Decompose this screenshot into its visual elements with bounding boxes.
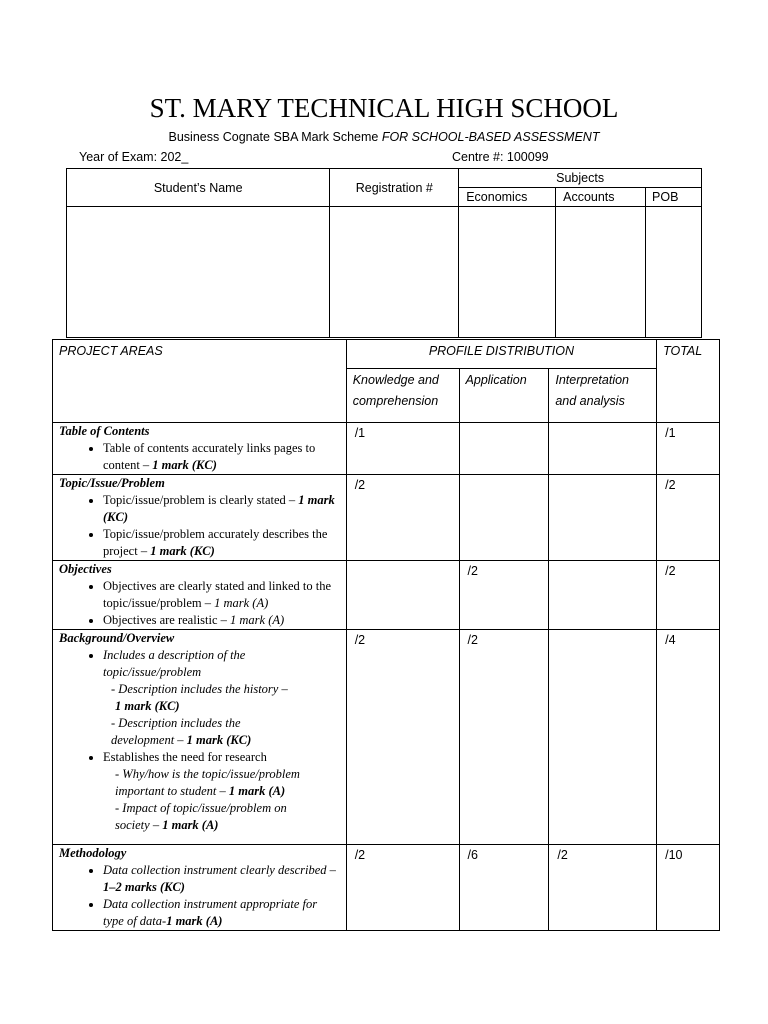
ia-mark bbox=[549, 630, 657, 845]
list-item: • Data collection instrument clearly described – 1–2 marks (KC) bbox=[103, 862, 340, 896]
ia-mark bbox=[549, 423, 657, 475]
economics-cell[interactable] bbox=[459, 207, 556, 338]
year-of-exam: Year of Exam: 202_ bbox=[79, 150, 189, 164]
kc-mark bbox=[346, 561, 459, 630]
table-row bbox=[53, 475, 720, 561]
interpretation-header: Interpretation and analysis bbox=[549, 369, 657, 423]
table-row bbox=[53, 845, 720, 931]
section-title: Background/Overview bbox=[59, 631, 175, 645]
sub-item: - Description includes the development – 1 mark (KC) bbox=[111, 716, 252, 747]
registration-header: Registration # bbox=[330, 169, 459, 207]
section-table-of-contents bbox=[53, 423, 347, 475]
profile-distribution-header: PROFILE DISTRIBUTION bbox=[346, 340, 656, 369]
sub-item: - Impact of topic/issue/problem on society – 1 mark (A) bbox=[115, 801, 287, 832]
sub-item: - Description includes the history – bbox=[111, 682, 288, 696]
total-header: TOTAL bbox=[657, 340, 720, 423]
kc-mark: /2 bbox=[346, 845, 459, 931]
table-row bbox=[53, 561, 720, 630]
app-mark: /2 bbox=[459, 561, 549, 630]
kc-header: Knowledge and comprehension bbox=[346, 369, 459, 423]
student-name-cell[interactable] bbox=[67, 207, 330, 338]
section-methodology bbox=[53, 845, 347, 931]
pob-cell[interactable] bbox=[646, 207, 702, 338]
total-mark: /2 bbox=[657, 561, 720, 630]
rubric-table bbox=[52, 339, 720, 931]
subtitle-plain: Business Cognate SBA Mark Scheme bbox=[168, 130, 382, 144]
table-row bbox=[53, 630, 720, 845]
section-title: Table of Contents bbox=[59, 424, 150, 438]
registration-cell[interactable] bbox=[330, 207, 459, 338]
table-row bbox=[53, 423, 720, 475]
total-mark: /2 bbox=[657, 475, 720, 561]
subjects-header: Subjects bbox=[459, 169, 702, 188]
list-item: • Table of contents accurately links pages to content – 1 mark (KC) bbox=[103, 440, 340, 474]
ia-mark: /2 bbox=[549, 845, 657, 931]
list-item: • Includes a description of the topic/issue/problem bbox=[103, 647, 340, 681]
kc-mark: /2 bbox=[346, 475, 459, 561]
section-objectives bbox=[53, 561, 347, 630]
section-title: Topic/Issue/Problem bbox=[59, 476, 165, 490]
section-background bbox=[53, 630, 347, 845]
app-mark: /6 bbox=[459, 845, 549, 931]
accounts-header: Accounts bbox=[556, 188, 646, 207]
list-item: • Objectives are clearly stated and linked to the topic/issue/problem – 1 mark (A) bbox=[103, 578, 340, 612]
pob-header: POB bbox=[646, 188, 702, 207]
students-name-header: Student’s Name bbox=[67, 169, 330, 207]
list-item: • Establishes the need for research bbox=[103, 749, 340, 766]
list-item: • Data collection instrument appropriate for type of data-1 mark (A) bbox=[103, 896, 340, 930]
economics-header: Economics bbox=[459, 188, 556, 207]
ia-mark bbox=[549, 475, 657, 561]
total-mark: /10 bbox=[657, 845, 720, 931]
app-mark bbox=[459, 423, 549, 475]
app-mark: /2 bbox=[459, 630, 549, 845]
school-title: ST. MARY TECHNICAL HIGH SCHOOL bbox=[149, 93, 619, 123]
student-info-table bbox=[66, 168, 702, 338]
application-header: Application bbox=[459, 369, 549, 423]
document-subtitle bbox=[0, 130, 768, 144]
kc-mark: /1 bbox=[346, 423, 459, 475]
sub-item-mark: 1 mark (KC) bbox=[115, 699, 180, 713]
ia-mark bbox=[549, 561, 657, 630]
subtitle-italic: FOR SCHOOL-BASED ASSESSMENT bbox=[381, 130, 600, 144]
section-title: Objectives bbox=[59, 562, 112, 576]
total-mark: /1 bbox=[657, 423, 720, 475]
sub-item: - Why/how is the topic/issue/problem important to student – 1 mark (A) bbox=[115, 767, 300, 798]
kc-mark: /2 bbox=[346, 630, 459, 845]
project-areas-header: PROJECT AREAS bbox=[53, 340, 347, 423]
accounts-cell[interactable] bbox=[556, 207, 646, 338]
total-mark: /4 bbox=[657, 630, 720, 845]
list-item: • Objectives are realistic – 1 mark (A) bbox=[103, 612, 340, 629]
app-mark bbox=[459, 475, 549, 561]
centre-number: Centre #: 100099 bbox=[452, 150, 549, 164]
list-item: • Topic/issue/problem is clearly stated – 1 mark (KC) bbox=[103, 492, 340, 526]
list-item: • Topic/issue/problem accurately describes the project – 1 mark (KC) bbox=[103, 526, 340, 560]
section-title: Methodology bbox=[59, 846, 127, 860]
section-topic bbox=[53, 475, 347, 561]
